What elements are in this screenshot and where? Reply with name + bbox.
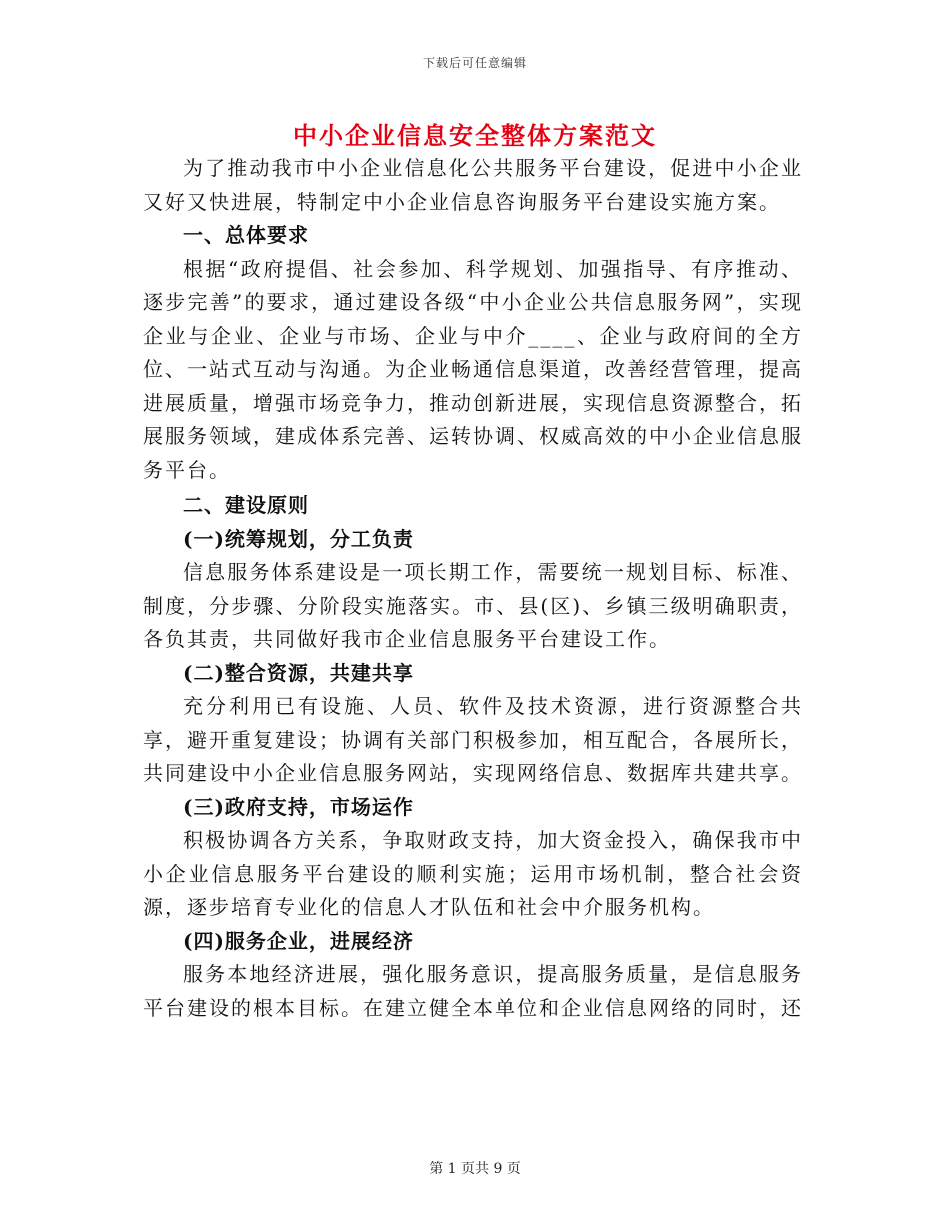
body-paragraph: 根据“政府提倡、社会参加、科学规划、加强指导、有序推动、逐步完善”的要求，通过建设各级“中小企业公共信息服务网”，实现企业与企业、企业与市场、企业与中介____、企业与政府间的全方位、一站式互动与沟通。为企业畅通信息渠道，改善经营管理，提高进展质量，增强市场竞争力，推动创新进展，实现信息资源整合，拓展服务领域，建成体系完善、运转协调、权威高效的中小企业信息服务平台。 [143, 256, 803, 482]
subheading-serve-enterprises: (四)服务企业，进展经济 [183, 928, 414, 953]
body-paragraph: 信息服务体系建设是一项长期工作，需要统一规划目标、标准、制度，分步骤、分阶段实施落实。市、县(区)、乡镇三级明确职责，各负其责，共同做好我市企业信息服务平台建设工作。 [143, 560, 803, 651]
section-heading-general-requirements: 一、总体要求 [183, 223, 309, 247]
section-heading-construction-principles: 二、建设原则 [183, 493, 309, 517]
subheading-unified-planning: (一)统筹规划，分工负责 [183, 526, 414, 551]
subheading-resource-integration: (二)整合资源，共建共享 [183, 660, 414, 685]
body-paragraph: 服务本地经济进展，强化服务意识，提高服务质量，是信息服务平台建设的根本目标。在建立健全本单位和企业信息网络的同时，还 [143, 962, 803, 1020]
intro-paragraph: 为了推动我市中小企业信息化公共服务平台建设，促进中小企业又好又快进展，特制定中小企业信息咨询服务平台建设实施方案。 [143, 156, 803, 214]
body-paragraph: 充分利用已有设施、人员、软件及技术资源，进行资源整合共享，避开重复建设；协调有关部门积极参加，相互配合，各展所长，共同建设中小企业信息服务网站，实现网络信息、数据库共建共享。 [143, 694, 803, 785]
document-title: 中小企业信息安全整体方案范文 [293, 121, 657, 150]
subheading-government-support: (三)政府支持，市场运作 [183, 794, 414, 819]
page-number-footer: 第 1 页共 9 页 [429, 1161, 521, 1177]
page-header: 下载后可任意编辑 [422, 56, 527, 70]
document-body [143, 152, 803, 1025]
body-paragraph: 积极协调各方关系，争取财政支持，加大资金投入，确保我市中小企业信息服务平台建设的顺利实施；运用市场机制，整合社会资源，逐步培育专业化的信息人才队伍和社会中介服务机构。 [143, 828, 803, 919]
